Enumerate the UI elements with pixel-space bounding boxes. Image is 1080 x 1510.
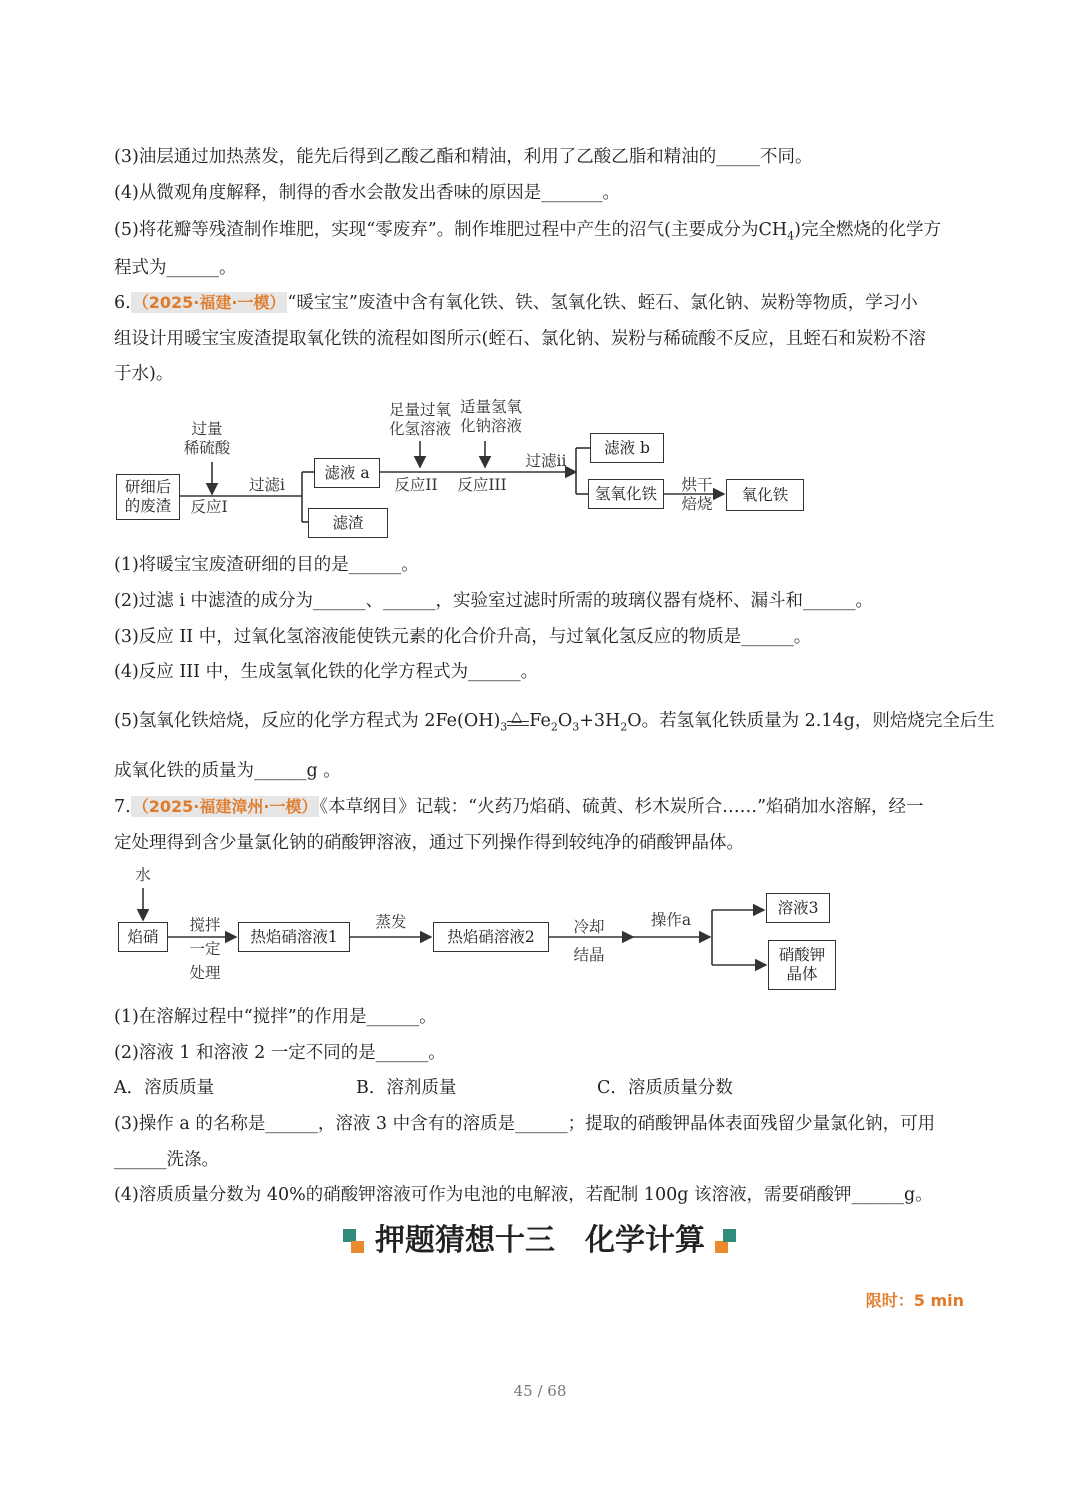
q7-operation-a-label: 操作a (650, 911, 692, 929)
q6-residue-box: 滤渣 (308, 508, 388, 538)
q6-reagent2-label: 足量过氧 化氢溶液 (388, 401, 451, 438)
q6-sub2: (2)过滤 i 中滤渣的成分为______、______，实验室过滤时所需的玻璃仪器有烧杯、漏斗和______。 (114, 591, 874, 611)
q6-intro-text: “暖宝宝”废渣中含有氧化铁、铁、氢氧化铁、蛭石、氯化钠、炭粉等物质，学习小 (287, 293, 918, 313)
q6-start-box: 研细后 的废渣 (116, 474, 180, 520)
q6-source-tag: （2025·福建·一模） (132, 293, 286, 312)
right-decor-icon (715, 1229, 737, 1255)
q6-oxide-box: 氧化铁 (726, 479, 804, 511)
section-title (0, 1215, 1080, 1259)
q6-intro-line3: 于水)。 (114, 364, 174, 384)
q6-reagent1-label: 过量 稀硫酸 (183, 420, 231, 457)
q7-sub1: (1)在溶解过程中“搅拌”的作用是______。 (114, 1007, 437, 1027)
q7-sub3-line1: (3)操作 a 的名称是______，溶液 3 中含有的溶质是______；提取的硝酸钾晶体表面残留少量氯化钠，可用 (114, 1114, 936, 1134)
q7-number: 7. (114, 797, 131, 817)
q5-part5-line2: 程式为______。 (114, 258, 237, 278)
q6-number: 6. (114, 293, 131, 313)
q7-start-box: 焰硝 (118, 922, 168, 952)
q6-react2-label: 反应II (394, 476, 438, 494)
q6-sub4: (4)反应 III 中，生成氢氧化铁的化学方程式为______。 (114, 662, 539, 682)
q6-hydroxide-box: 氢氧化铁 (588, 479, 664, 509)
q6-filtrate-a-box: 滤液 a (314, 458, 380, 488)
q7-sub3-line2: ______洗涤。 (114, 1150, 219, 1170)
q6-reagent3-label: 适量氢氧 化钠溶液 (459, 398, 522, 435)
q5-part5-sub: 4 (787, 229, 795, 243)
q7-step1-label: 搅拌 一定 处理 (189, 916, 221, 982)
q6-sub1: (1)将暖宝宝废渣研细的目的是______。 (114, 555, 419, 575)
q7-evaporate-label: 蒸发 (375, 913, 407, 931)
q6-react1-label: 反应I (190, 498, 228, 516)
q6-react3-label: 反应III (457, 476, 507, 494)
q5-part5-text-b: )完全燃烧的化学方 (794, 220, 941, 240)
q7-solution2-box: 热焰硝溶液2 (433, 922, 549, 952)
left-decor-icon (343, 1229, 365, 1255)
heat-equals-symbol: △ (507, 721, 529, 726)
q6-filter2-label: 过滤ii (525, 452, 567, 470)
page-number: 45 / 68 (513, 1382, 567, 1400)
q6-sub5-line2: 成氧化铁的质量为______g 。 (114, 761, 341, 781)
q7-option-a: A．溶质质量 (114, 1078, 215, 1098)
q7-source-tag: （2025·福建漳州·一模） (132, 797, 318, 816)
section-title-text: 押题猜想十三 化学计算 (375, 1223, 705, 1258)
q7-intro-text: 《本草纲目》记载：“火药乃焰硝、硫黄、杉木炭所合……”焰硝加水溶解，经一 (319, 797, 924, 817)
time-limit: 限时：5 min (865, 1291, 964, 1310)
q7-intro-line2: 定处理得到含少量氯化钠的硝酸钾溶液，通过下列操作得到较纯净的硝酸钾晶体。 (114, 833, 744, 853)
q6-intro-line2: 组设计用暖宝宝废渣提取氧化铁的流程如图所示(蛭石、氯化钠、炭粉与稀硫酸不反应，且蛭石和炭粉不溶 (114, 329, 926, 349)
q7-option-b: B．溶剂质量 (356, 1078, 457, 1098)
q6-sub3: (3)反应 II 中，过氧化氢溶液能使铁元素的化合价升高，与过氧化氢反应的物质是______。 (114, 627, 812, 647)
q5-part4: (4)从微观角度解释，制得的香水会散发出香味的原因是_______。 (114, 183, 621, 203)
q7-solution3-box: 溶液3 (766, 893, 830, 923)
q6-dry-label: 烘干 焙烧 (681, 476, 713, 513)
q7-option-c: C．溶质质量分数 (597, 1078, 733, 1098)
q7-sub2: (2)溶液 1 和溶液 2 一定不同的是______。 (114, 1043, 446, 1063)
q7-crystal-box: 硝酸钾 晶体 (768, 940, 836, 990)
q7-solution1-box: 热焰硝溶液1 (238, 922, 350, 952)
q5-part3: (3)油层通过加热蒸发，能先后得到乙酸乙酯和精油，利用了乙酸乙脂和精油的_____不同。 (114, 147, 813, 167)
q5-part5-text-a: (5)将花瓣等残渣制作堆肥，实现“零废弃”。制作堆肥过程中产生的沼气(主要成分为CH (114, 220, 788, 240)
q7-cool-label: 冷却 结晶 (573, 918, 605, 964)
q6-filter1-label: 过滤i (249, 476, 285, 494)
q6-filtrate-b-box: 滤液 b (590, 433, 664, 463)
q7-water-label: 水 (135, 866, 151, 884)
q6-sub5-line1: (5)氢氧化铁焙烧，反应的化学方程式为 $2Fe(OH)_3$ △ $Fe_2O_3+3H_2O$。若氢氧化铁质量为 2.14g，则焙烧完全后生 (114, 709, 995, 734)
q7-sub4: (4)溶质质量分数为 40%的硝酸钾溶液可作为电池的电解液，若配制 100g 该溶液，需要硝酸钾______g。 (114, 1185, 933, 1205)
